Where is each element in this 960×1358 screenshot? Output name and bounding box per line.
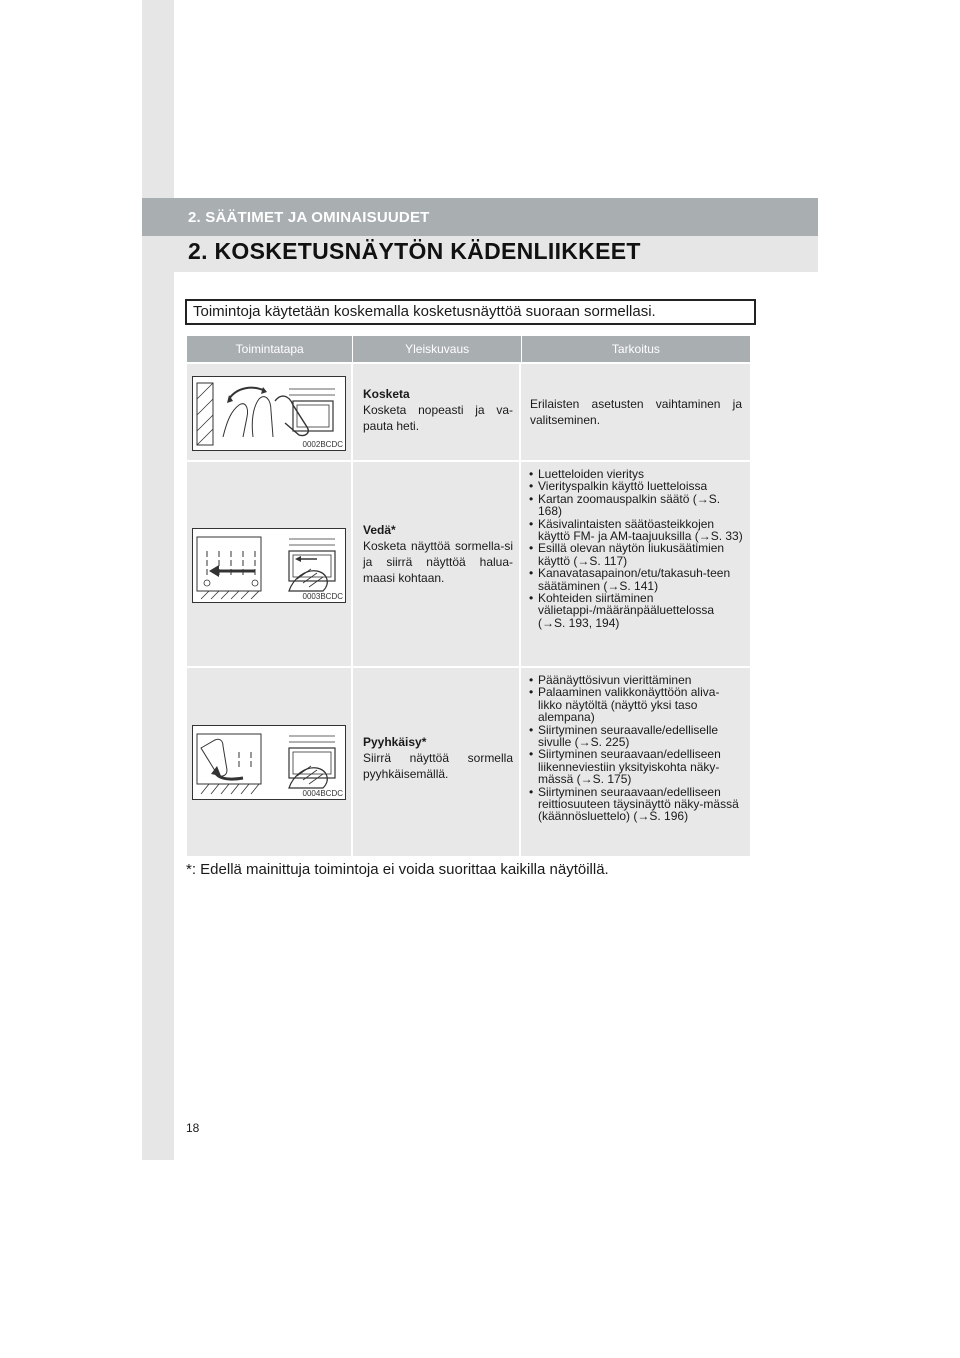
footnote: *: Edellä mainittuja toimintoja ei voida suorittaa kaikilla näytöillä. xyxy=(186,861,609,878)
tap-gesture-illustration xyxy=(192,376,346,451)
table-header xyxy=(187,336,750,362)
gesture-description: Kosketa nopeasti ja va-pauta heti. xyxy=(363,403,513,433)
gesture-description: Siirrä näyttöä sormella pyyhkäisemällä. xyxy=(363,751,513,781)
description xyxy=(363,386,513,434)
description-cell xyxy=(353,462,521,666)
list-item: • Kohteiden siirtäminen välietappi-/määränpääluettelossa (→S. 193, 194) xyxy=(529,592,743,629)
page-number: 18 xyxy=(186,1121,200,1135)
list-item: • Siirtyminen seuraavaan/edelliseen reittiosuuteen täysinäyttö näky-mässä (käännösluettelo) (→S. 196) xyxy=(529,786,743,823)
description-cell xyxy=(353,364,521,460)
list-item: • Siirtyminen seuraavalle/edelliselle sivulle (→S. 225) xyxy=(529,724,743,749)
page-title: 2. KOSKETUSNÄYTÖN KÄDENLIIKKEET xyxy=(188,238,641,264)
list-item: • Kanavatasapainon/etu/takasuh-teen säätäminen (→S. 141) xyxy=(529,567,743,592)
section-title: 2. SÄÄTIMET JA OMINAISUUDET xyxy=(188,209,430,226)
gesture-description: Kosketa näyttöä sormella-si ja siirrä näyttöä halua-maasi kohtaan. xyxy=(363,539,513,585)
table-row xyxy=(187,362,750,460)
gesture-name: Vedä* xyxy=(363,523,396,537)
gesture-name: Pyyhkäisy* xyxy=(363,735,427,749)
illustration-cell xyxy=(187,364,353,460)
figure-code: 0004BCDC xyxy=(302,789,343,798)
purpose-cell xyxy=(521,462,750,666)
illustration-cell xyxy=(187,462,353,666)
table-row xyxy=(187,666,750,856)
description xyxy=(363,734,513,782)
header-toimintatapa: Toimintatapa xyxy=(187,336,353,362)
drag-gesture-illustration xyxy=(192,528,346,603)
description-cell xyxy=(353,668,521,856)
list-item: • Esillä olevan näytön liukusäätimien käyttö (→S. 117) xyxy=(529,542,743,567)
purpose-cell xyxy=(521,668,750,856)
illustration-cell xyxy=(187,668,353,856)
list-item: • Päänäyttösivun vierittäminen xyxy=(529,674,743,686)
description xyxy=(363,522,513,586)
title-band xyxy=(142,236,818,272)
list-item: • Käsivalintaisten säätöasteikkojen käyttö FM- ja AM-taajuuksilla (→S. 33) xyxy=(529,518,743,543)
figure-code: 0002BCDC xyxy=(302,440,343,449)
intro-box: Toimintoja käytetään koskemalla kosketusnäyttöä suoraan sormellasi. xyxy=(185,299,756,325)
section-header xyxy=(142,198,818,236)
purpose-cell xyxy=(521,364,750,460)
gesture-name: Kosketa xyxy=(363,387,410,401)
swipe-gesture-illustration xyxy=(192,725,346,800)
purpose-list xyxy=(529,674,743,823)
header-yleiskuvaus: Yleiskuvaus xyxy=(353,336,521,362)
list-item: • Siirtyminen seuraavaan/edelliseen liikenneviestiin yksityiskohta näky-mässä (→S. 175) xyxy=(529,748,743,785)
page-margin-strip xyxy=(142,0,174,1160)
list-item: • Palaaminen valikkonäyttöön aliva-likko näytöltä (näyttö yksi taso alempana) xyxy=(529,686,743,723)
list-item: • Luetteloiden vieritys xyxy=(529,468,743,480)
gesture-table xyxy=(187,336,750,856)
list-item: • Vierityspalkin käyttö luetteloissa xyxy=(529,480,743,492)
purpose-list xyxy=(529,468,743,629)
list-item: • Kartan zoomauspalkin säätö (→S. 168) xyxy=(529,493,743,518)
header-tarkoitus: Tarkoitus xyxy=(611,342,660,356)
purpose-text: Erilaisten asetusten vaihtaminen ja valitseminen. xyxy=(530,397,742,427)
table-row xyxy=(187,460,750,666)
figure-code: 0003BCDC xyxy=(302,592,343,601)
